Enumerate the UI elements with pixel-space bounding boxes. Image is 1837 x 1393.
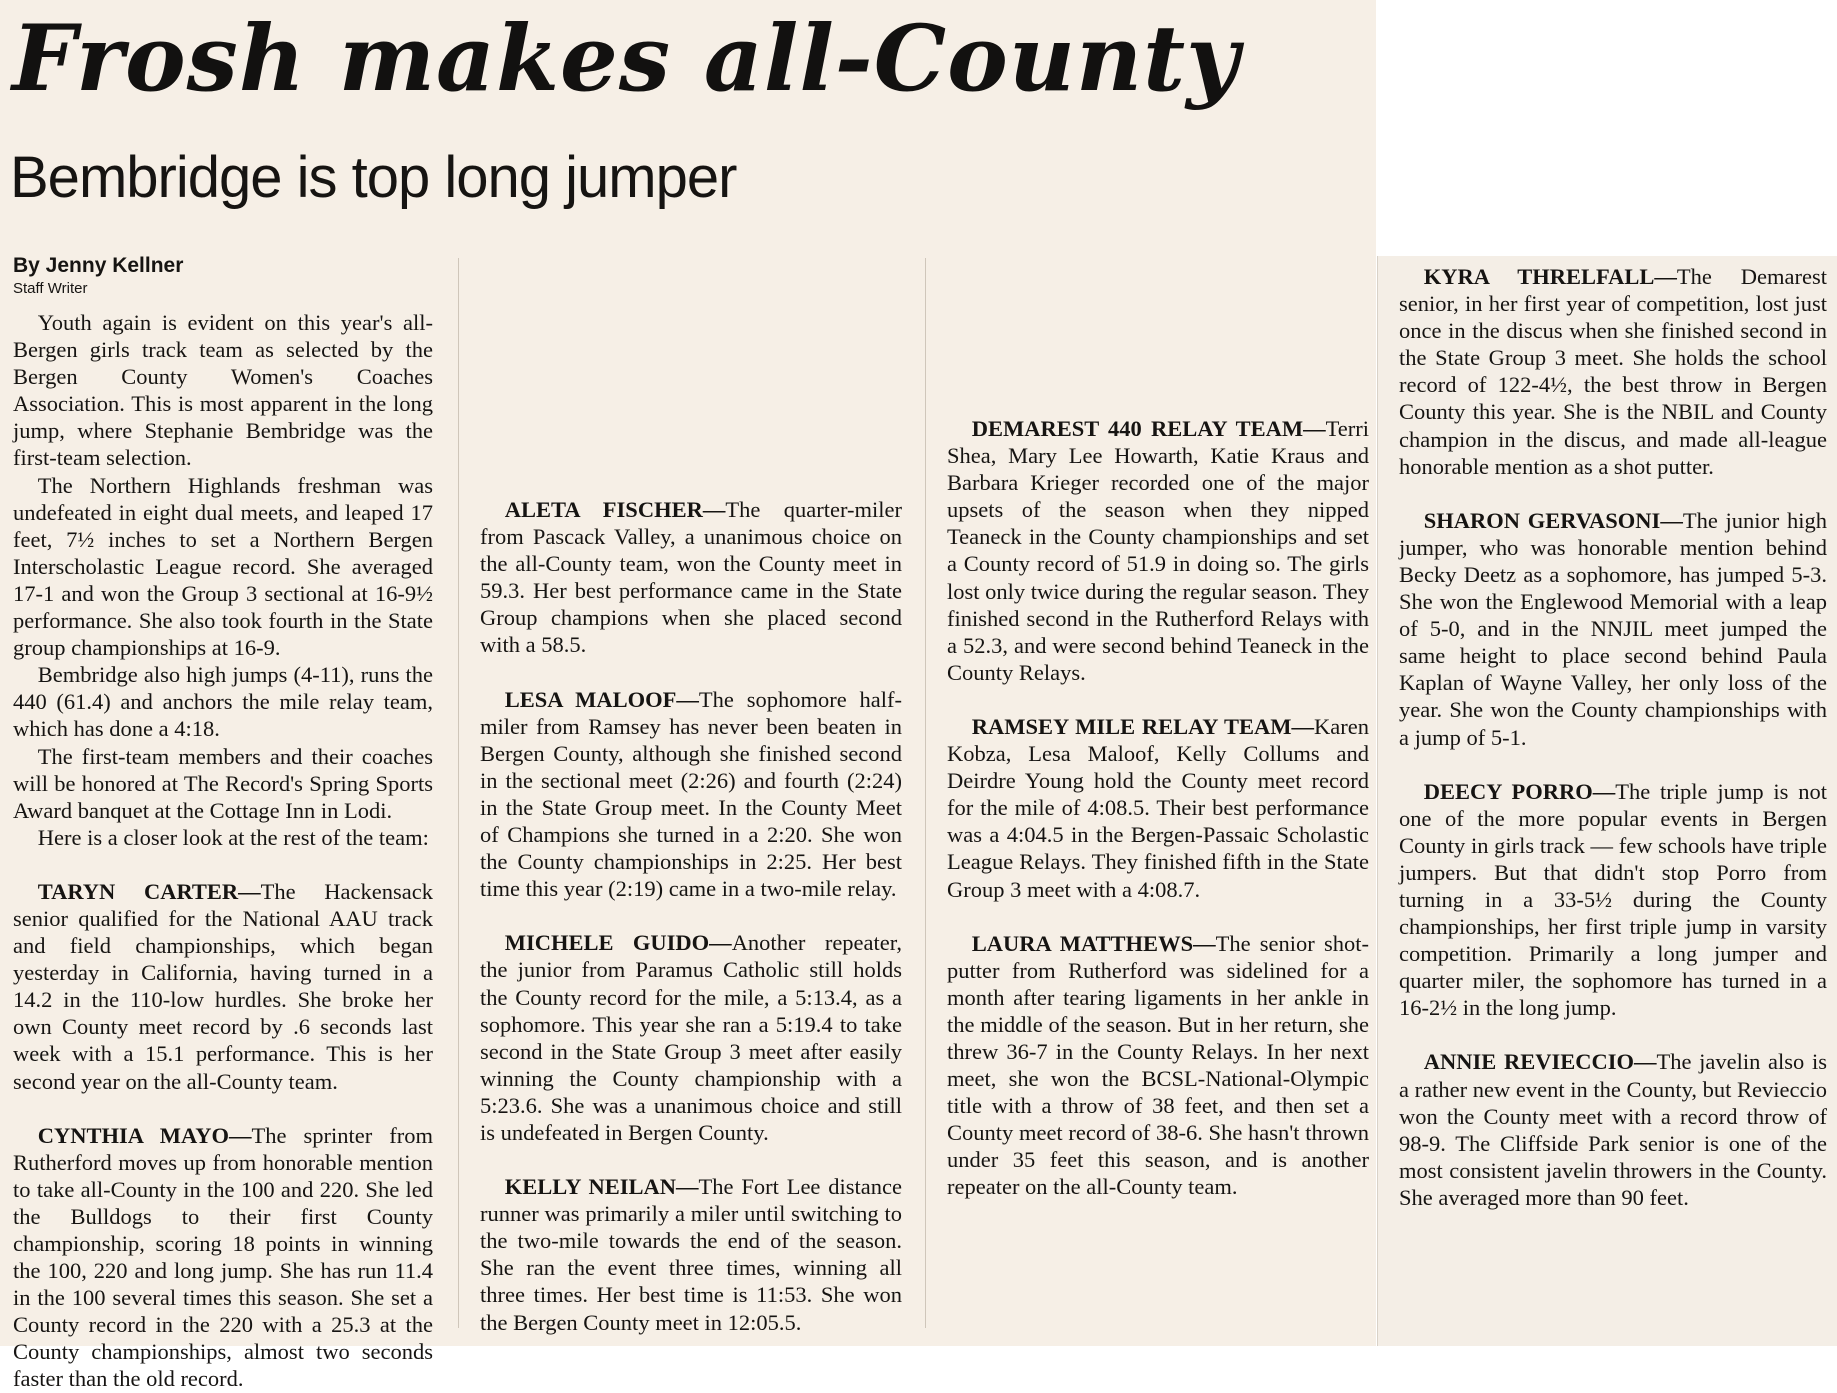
profile-lesa-maloof	[480, 686, 902, 903]
subheadline: Bembridge is top long jumper	[10, 145, 737, 210]
headline: Frosh makes all-County	[12, 6, 1241, 112]
athlete-name: DEECY PORRO—	[1423, 778, 1616, 804]
intro-paragraph: Youth again is evident on this year's all-Bergen girls track team as selected by the Bergen County Women's Coaches Association. This is most apparent in the long jump, where Stephanie Bembridge was the first-team selection.	[13, 310, 433, 471]
profile-text: The triple jump is not one of the more popular events in Bergen County in girls track — few schools have triple jumpers. But that didn't stop Porro from turning in a 33-5½ during the County championships, her first triple jump in varsity competition. Primarily a long jumper and quarter miler, the sophomore has turned in a 16-2½ in the long jump.	[1399, 778, 1827, 1021]
column-rule	[458, 258, 459, 1328]
athlete-name: MICHELE GUIDO—	[504, 930, 732, 956]
profile-michele-guido	[480, 929, 902, 1146]
profile-deecy-porro	[1399, 778, 1827, 1022]
side-clipping	[1378, 256, 1837, 1346]
team-name: RAMSEY MILE RELAY TEAM—	[971, 713, 1315, 739]
profile-cynthia-mayo	[13, 1122, 433, 1393]
profile-sharon-gervasoni	[1399, 507, 1827, 751]
byline-name: By Jenny Kellner	[13, 254, 184, 277]
article-column-3	[947, 253, 1369, 1201]
intro-paragraph: Here is a closer look at the rest of the team:	[37, 824, 429, 850]
athlete-name: ANNIE REVIECCIO—	[1423, 1049, 1657, 1075]
profile-text: The senior shot-putter from Rutherford was sidelined for a month after tearing ligaments in her ankle in the middle of the season. But in her return, she threw 36-7 in the County Relays. In her next meet, she won the BCSL-National-Olympic title with a throw of 38 feet, and then set a County meet record of 38-6. She hasn't thrown under 35 feet this season, and is another repeater on the all-County team.	[947, 930, 1369, 1200]
profile-ramsey-relay	[947, 713, 1369, 903]
profile-annie-revieccio	[1399, 1048, 1827, 1211]
profile-text: The javelin also is a rather new event in the County, but Revieccio won the County meet with a record throw of 98-9. The Cliffside Park senior is one of the most consistent javelin throwers in the County. She averaged more than 90 feet.	[1399, 1049, 1827, 1210]
profile-text: The Hackensack senior qualified for the National AAU track and field championships, which began yesterday in California, having turned in a 14.2 in the 110-low hurdles. She broke her own County meet record by .6 seconds last week with a 15.1 performance. This is her second year on the all-County team.	[13, 878, 433, 1094]
intro-paragraph: The Northern Highlands freshman was undefeated in eight dual meets, and leaped 17 feet, 7½ inches to set a Northern Bergen Interscholastic League record. She averaged 17-1 and won the Group 3 sectional at 16-9½ performance. She also took fourth in the State group championships at 16-9.	[13, 472, 433, 661]
athlete-name: ALETA FISCHER—	[504, 497, 726, 522]
profile-text: Terri Shea, Mary Lee Howarth, Katie Kraus and Barbara Krieger recorded one of the major upsets of the season when they nipped Teaneck in the County championships and set a County record of 51.9 in doing so. The girls lost only twice during the regular season. They finished second in the Rutherford Relays with a 52.3, and were second behind Teaneck in the County Relays.	[947, 416, 1369, 685]
profile-text: The sophomore half-miler from Ramsey has never been beaten in Bergen County, although she finished second in the sectional meet (2:26) and fourth (2:24) in the State Group meet. In the County Meet of Champions she turned in a 2:20. She won the County championships in 2:25. Her best time this year (2:19) came in a two-mile relay.	[480, 686, 902, 902]
profile-aleta-fischer	[480, 496, 902, 659]
athlete-name: LESA MALOOF—	[504, 686, 699, 712]
athlete-name: LAURA MATTHEWS—	[971, 930, 1216, 956]
profile-text: Karen Kobza, Lesa Maloof, Kelly Collums and Deirdre Young hold the County meet record for the mile of 4:08.5. Their best performance was a 4:04.5 in the Bergen-Passaic Scholastic League Relays. They finished fifth in the State Group 3 meet with a 4:08.7.	[947, 713, 1369, 902]
profile-taryn-carter	[13, 878, 433, 1095]
profile-text: Another repeater, the junior from Paramus Catholic still holds the County record for the mile, a 5:13.4, as a sophomore. This year she ran a 5:19.4 to take second in the State Group 3 meet after easily winning the County championship with a 5:23.6. She was a unanimous choice and still is undefeated in Bergen County.	[480, 930, 902, 1145]
intro-paragraph: The first-team members and their coaches will be honored at The Record's Spring Sports Award banquet at the Cottage Inn in Lodi.	[13, 743, 433, 823]
profile-kyra-threlfall	[1399, 263, 1827, 480]
byline-title: Staff Writer	[13, 280, 88, 297]
profile-laura-matthews	[947, 930, 1369, 1201]
athlete-name: KYRA THRELFALL—	[1423, 264, 1677, 289]
article-column-2	[480, 253, 902, 1336]
profile-text: The Fort Lee distance runner was primarily a miler until switching to the two-mile towards the end of the season. She ran the event three times, winning all three times. Her best time is 11:53. She won the Bergen County meet in 12:05.5.	[480, 1174, 902, 1335]
athlete-name: KELLY NEILAN—	[504, 1174, 699, 1200]
athlete-name: TARYN CARTER—	[37, 878, 261, 904]
athlete-name: CYNTHIA MAYO—	[37, 1122, 252, 1148]
profile-text: The Demarest senior, in her first year of competition, lost just once in the discus when she finished second in the State Group 3 meet. She holds the school record of 122-4½, the best throw in Bergen County this year. She is the NBIL and County champion in the discus, and made all-league honorable mention as a shot putter.	[1399, 264, 1827, 479]
intro-paragraph: Bembridge also high jumps (4-11), runs the 440 (61.4) and anchors the mile relay team, which has done a 4:18.	[13, 662, 433, 742]
athlete-name: SHARON GERVASONI—	[1423, 507, 1683, 533]
column-rule	[925, 258, 926, 1328]
profile-text: The sprinter from Rutherford moves up from honorable mention to take all-County in the 100 and 220. She led the Bulldogs to their first County championship, scoring 18 points in winning the 100, 220 and long jump. She has run 11.4 in the 100 several times this season. She set a County record in the 220 with a 25.3 at the County championships, almost two seconds faster than the old record.	[13, 1122, 433, 1392]
profile-text: The quarter-miler from Pascack Valley, a unanimous choice on the all-County team, won the County meet in 59.3. Her best performance came in the State Group champions when she placed second with a 58.5.	[480, 497, 902, 658]
team-name: DEMAREST 440 RELAY TEAM—	[971, 416, 1326, 441]
article-column-4	[1399, 263, 1827, 1211]
article-column-1	[13, 253, 433, 1393]
profile-kelly-neilan	[480, 1173, 902, 1336]
profile-demarest-relay	[947, 415, 1369, 686]
profile-text: The junior high jumper, who was honorable mention behind Becky Deetz as a sophomore, has jumped 5-3. She won the Englewood Memorial with a leap of 5-0, and in the NNJIL meet jumped the same height to place second behind Paula Kaplan of Wayne Valley, her only loss of the year. She won the County championships with a jump of 5-1.	[1399, 507, 1827, 750]
